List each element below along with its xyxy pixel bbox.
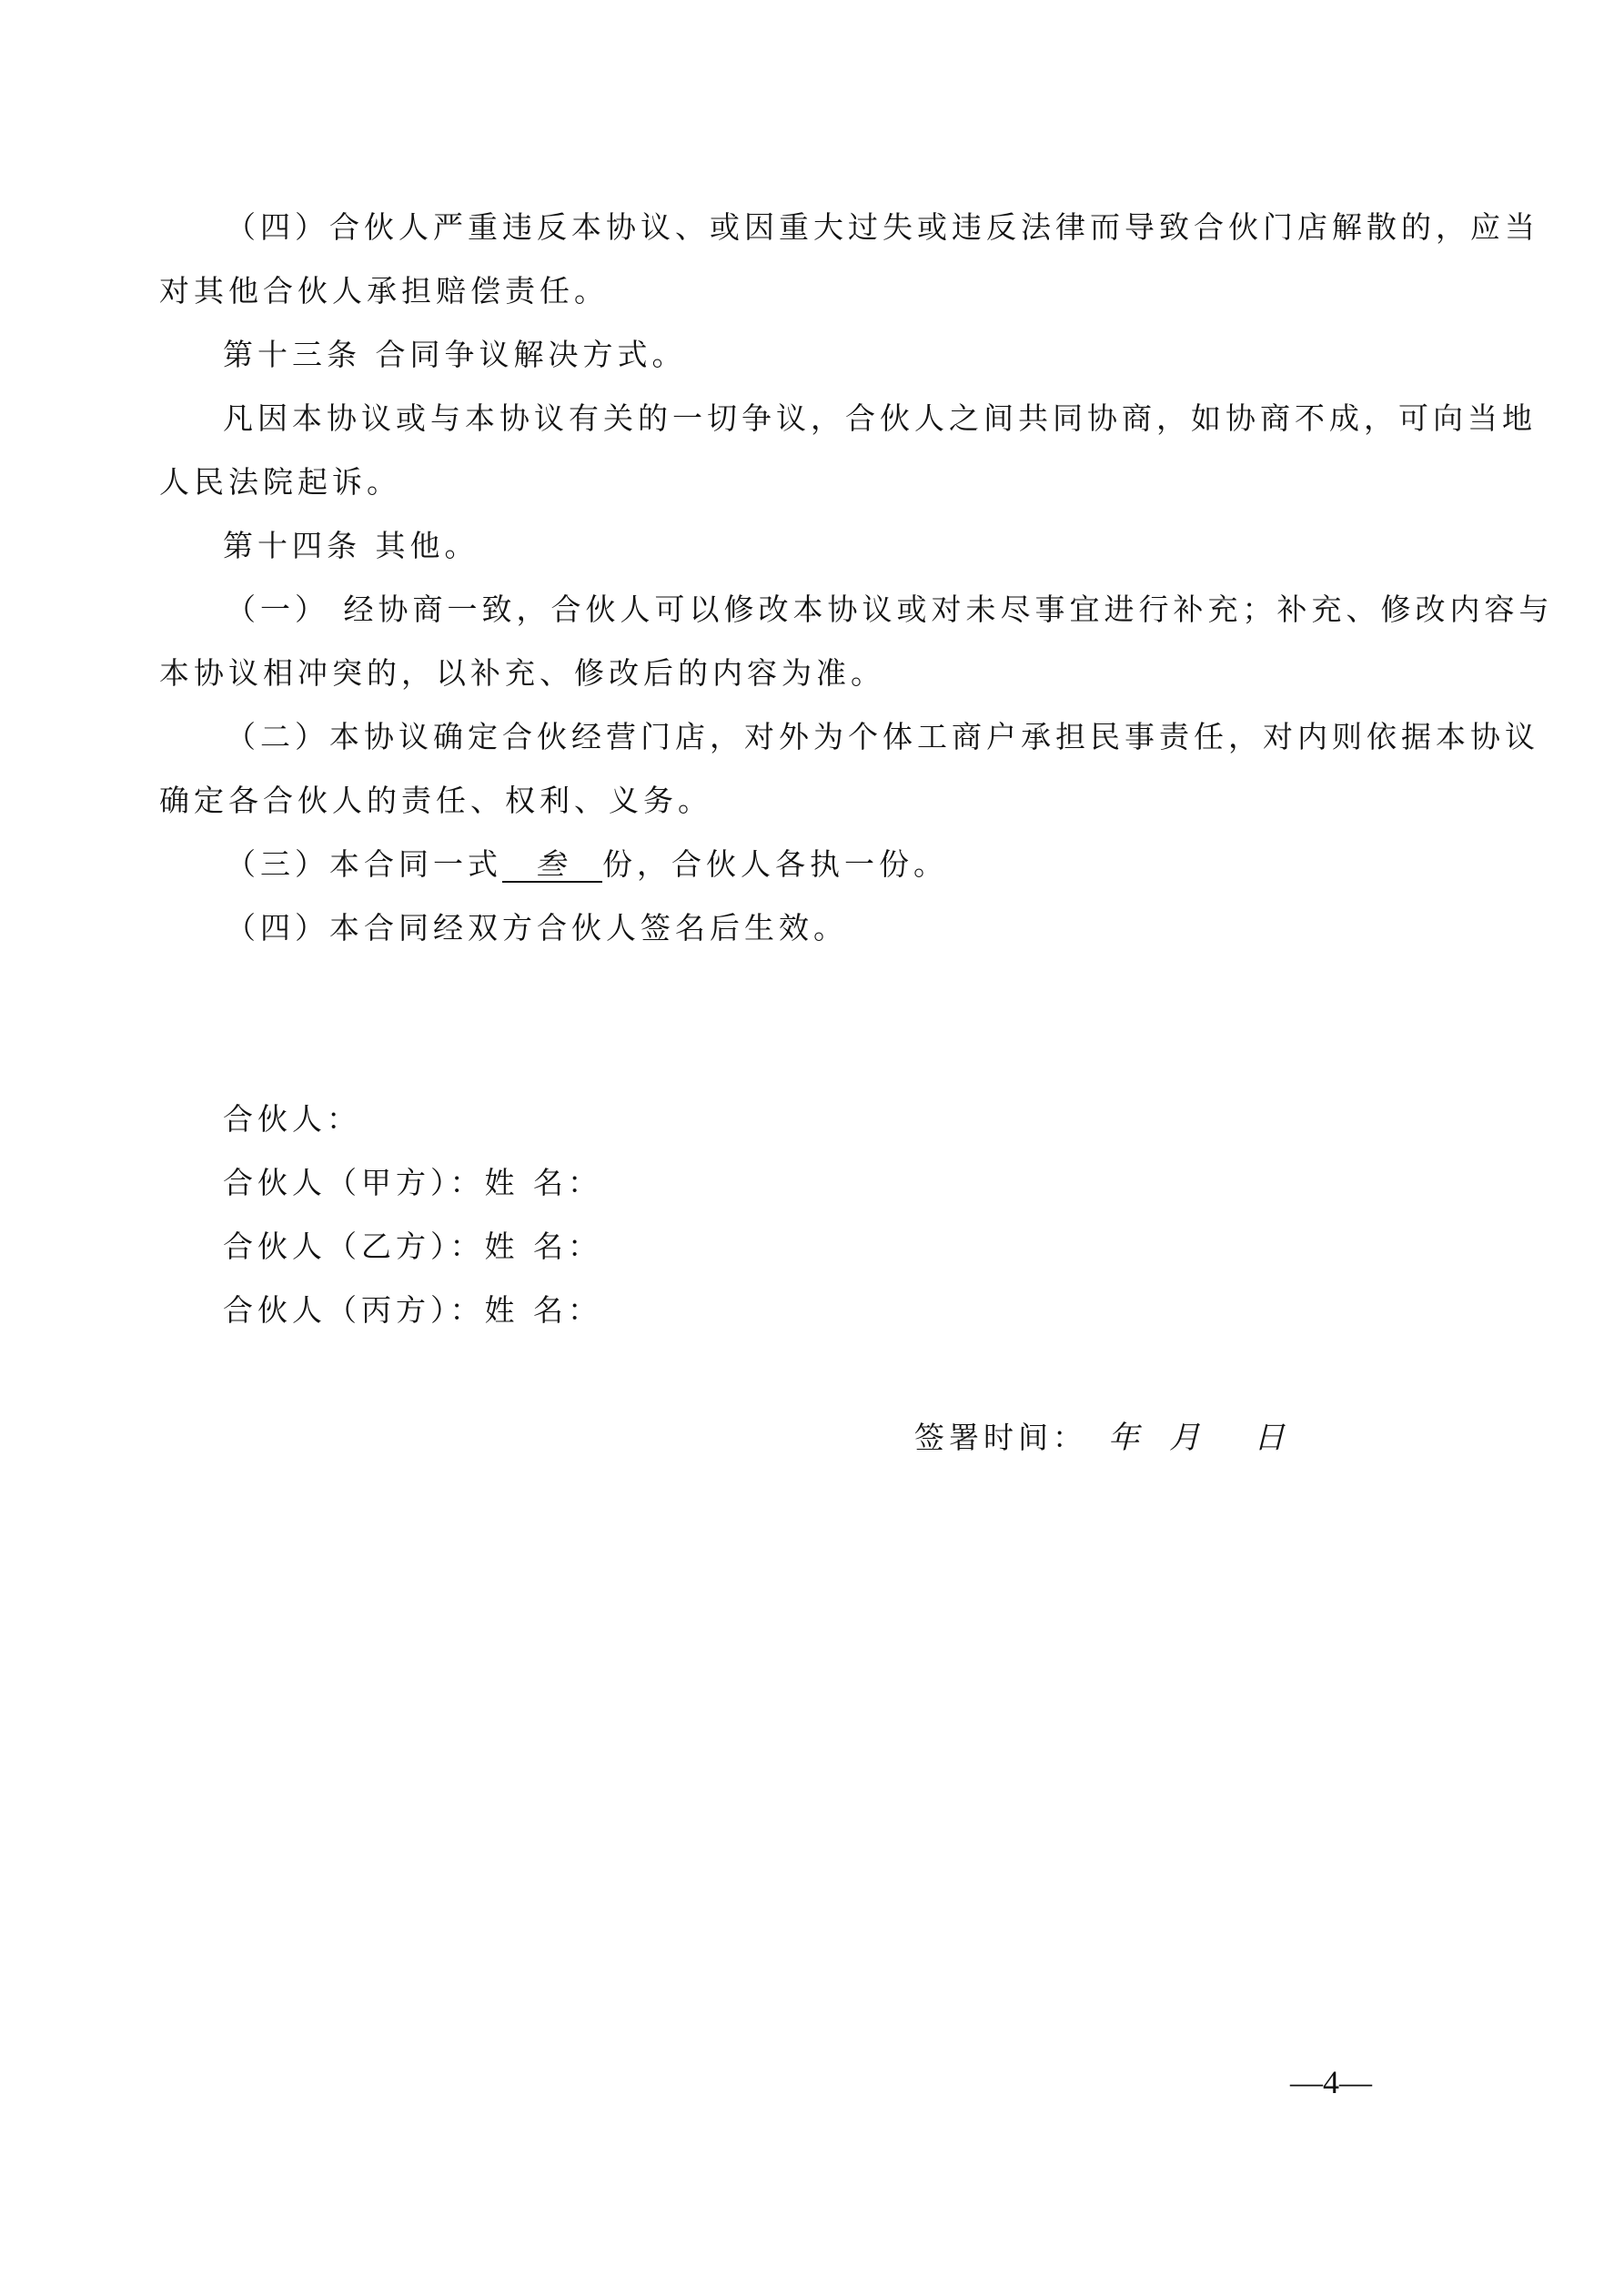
signing-date-label: 签署时间： [914, 1420, 1087, 1455]
clause-line-11 [226, 846, 948, 883]
date-year: 年 [1108, 1420, 1139, 1456]
clause-line-8: 本协议相冲突的，以补充、修改后的内容为准。 [159, 655, 885, 691]
copies-fill-in: 叁 [502, 848, 602, 883]
date-month: 月 [1169, 1420, 1200, 1456]
clause-line-9: （二）本协议确定合伙经营门店，对外为个体工商户承担民事责任，对内则依据本协议 [226, 719, 1539, 754]
clause-line-2: 对其他合伙人承担赔偿责任。 [159, 273, 609, 308]
clause-line-5: 人民法院起诉。 [159, 464, 401, 500]
copies-suffix: 份，合伙人各执一份。 [602, 846, 948, 882]
clause-line-4: 凡因本协议或与本协议有关的一切争议，合伙人之间共同协商，如协商不成，可向当地 [223, 400, 1537, 436]
clause-line-7: （一） 经协商一致，合伙人可以修改本协议或对未尽事宜进行补充；补充、修改内容与 [226, 592, 1554, 627]
page-number: —4— [1290, 2064, 1372, 2100]
signature-heading: 合伙人： [223, 1101, 361, 1137]
clause-line-10: 确定各合伙人的责任、权利、义务。 [159, 783, 712, 818]
signature-party-b: 合伙人（乙方）：姓 名： [223, 1229, 602, 1264]
signature-party-a: 合伙人（甲方）：姓 名： [223, 1165, 602, 1200]
article-14-heading: 第十四条 其他。 [223, 528, 479, 563]
clause-line-12: （四）本合同经双方合伙人签名后生效。 [226, 910, 848, 946]
copies-prefix: （三）本合同一式 [226, 846, 502, 882]
article-13-heading: 第十三条 合同争议解决方式。 [223, 337, 687, 372]
date-day: 日 [1254, 1420, 1285, 1456]
signature-party-c: 合伙人（丙方）：姓 名： [223, 1292, 602, 1328]
clause-line-1: （四）合伙人严重违反本协议、或因重大过失或违反法律而导致合伙门店解散的，应当 [226, 209, 1539, 245]
